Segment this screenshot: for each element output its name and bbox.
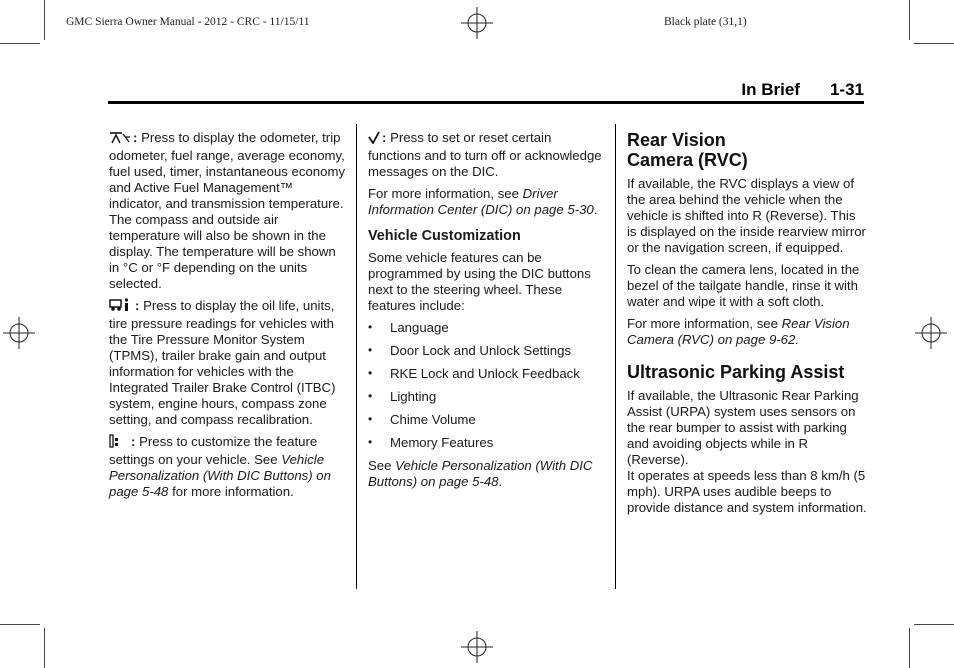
crop-mark — [44, 628, 45, 668]
rvc-more-end: . — [795, 332, 800, 347]
section-header — [108, 80, 864, 104]
features-list — [368, 320, 606, 451]
vehicle-customization-heading: Vehicle Customization — [368, 228, 521, 244]
column-2 — [368, 130, 606, 496]
see-end: . — [498, 474, 503, 489]
customization-key: : — [131, 434, 136, 449]
list-item: • RKE Lock and Unlock Feedback — [368, 366, 606, 382]
crop-mark — [914, 624, 954, 625]
list-item: • Lighting — [368, 389, 606, 405]
urpa-paragraph-1: If available, the Ultrasonic Rear Parking Assist (URPA) system uses sensors on the rear bumper to assist with parking and avoiding objects while in R (Reverse). — [627, 388, 859, 467]
urpa-heading: Ultrasonic Parking Assist — [627, 362, 845, 382]
crop-mark — [0, 624, 40, 625]
trip-key: : — [133, 130, 138, 145]
customization-reference-link[interactable]: Vehicle Personalization (With DIC Buttons) on page 5-48 — [109, 452, 331, 499]
trip-text: Press to display the odometer, trip odometer, fuel range, average economy, fuel used, timer, instantaneous economy and Active Fuel Management™ indicator, and transmission temperature. The compass and outside air temperature will also be shown in the display. The temperature will be shown in °C or °F depending on the units selected. — [109, 130, 346, 291]
vehicle-info-paragraph — [109, 298, 349, 428]
rvc-heading: Rear Vision Camera (RVC) — [627, 130, 748, 170]
print-header-right: Black plate (31,1) — [664, 16, 747, 28]
list-item: • Chime Volume — [368, 412, 606, 428]
rvc-paragraph-2: To clean the camera lens, located in the bezel of the tailgate handle, rinse it with water and wipe it with a soft cloth. — [627, 262, 860, 309]
registration-mark-icon — [461, 7, 493, 39]
check-paragraph — [368, 130, 606, 180]
registration-mark-icon — [915, 317, 947, 349]
rvc-more-paragraph — [627, 316, 867, 348]
dic-info-end: . — [593, 202, 598, 217]
registration-mark-icon — [461, 631, 493, 663]
vehicle-info-key: : — [135, 298, 140, 313]
column-divider — [615, 124, 616, 589]
check-key: : — [382, 130, 387, 145]
rvc-reference-link[interactable]: Rear Vision Camera (RVC) on page 9-62 — [627, 316, 850, 347]
list-item: • Memory Features — [368, 435, 606, 451]
column-divider — [356, 124, 357, 589]
section-name: In Brief — [741, 80, 800, 99]
column-3 — [627, 130, 867, 522]
crop-mark — [909, 0, 910, 40]
checkmark-icon — [368, 131, 380, 148]
rvc-paragraph-1: If available, the RVC displays a view of the area behind the vehicle when the vehicle is shifted into R (Reverse). This is displayed on the inside rearview mirror or the navigation screen, if equipped. — [627, 176, 866, 255]
column-1 — [109, 130, 349, 506]
crop-mark — [909, 628, 910, 668]
urpa-paragraph-2: It operates at speeds less than 8 km/h (5 mph). URPA uses audible beeps to provide distance and system information. — [627, 468, 867, 515]
crop-mark — [914, 43, 954, 44]
dic-info-text: For more information, see — [368, 186, 519, 201]
customization-icon — [109, 434, 129, 452]
personalization-reference-link[interactable]: Vehicle Personalization (With DIC Buttons) on page 5-48 — [368, 458, 593, 489]
vehicle-info-text: Press to display the oil life, units, tire pressure readings for vehicles with the Tire Pressure Monitor System (TPMS), trailer brake gain and output information for vehicles with the Integrated Trailer Brake Control (ITBC) system, engine hours, compass zone setting, and compass recalibration. — [109, 298, 336, 427]
crop-mark — [0, 43, 40, 44]
customization-paragraph — [109, 434, 349, 500]
list-item: • Language — [368, 320, 606, 336]
page-number: 1-31 — [829, 80, 864, 99]
vehicle-customization-text: Some vehicle features can be programmed by using the DIC buttons next to the steering wheel. These features include: — [368, 250, 591, 313]
crop-mark — [44, 0, 45, 40]
print-header-left: GMC Sierra Owner Manual - 2012 - CRC - 11/15/11 — [66, 16, 310, 28]
dic-info-paragraph — [368, 186, 606, 218]
section-title — [741, 80, 864, 100]
list-item: • Door Lock and Unlock Settings — [368, 343, 606, 359]
customization-text: Press to customize the feature settings on your vehicle. See — [109, 434, 318, 467]
trip-fuel-icon — [109, 131, 131, 148]
registration-mark-icon — [3, 317, 35, 349]
see-paragraph — [368, 458, 606, 490]
check-text: Press to set or reset certain functions and to turn off or acknowledge messages on the DIC. — [368, 130, 602, 179]
vehicle-info-icon — [109, 298, 133, 316]
trip-paragraph — [109, 130, 349, 292]
customization-end-text: for more information. — [172, 484, 294, 499]
dic-reference-link[interactable]: Driver Information Center (DIC) on page 5-30 — [368, 186, 594, 217]
header-rule — [108, 101, 864, 104]
rvc-more-text: For more information, see — [627, 316, 778, 331]
see-text: See — [368, 458, 392, 473]
